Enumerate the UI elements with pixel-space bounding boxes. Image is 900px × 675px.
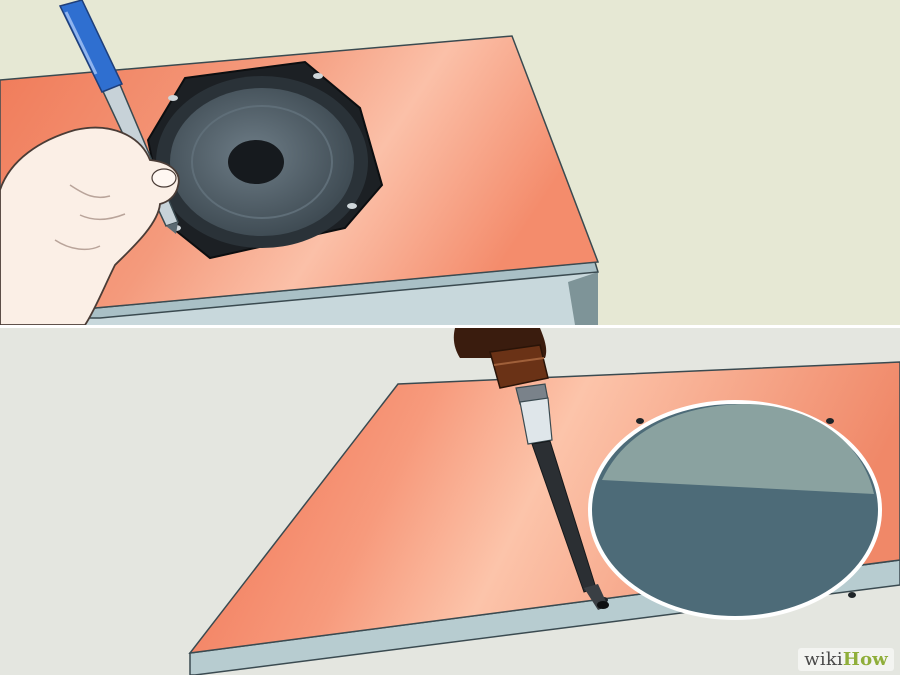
drill-hole xyxy=(597,601,609,609)
cutout-mark-2 xyxy=(826,418,834,424)
speaker-dust-cap xyxy=(228,140,284,184)
panel-divider xyxy=(0,325,900,328)
cutout-mark-3 xyxy=(848,592,856,598)
speaker-mount-hole-3 xyxy=(347,203,357,209)
speaker-cutout xyxy=(590,402,880,618)
hand-thumb-nail xyxy=(152,169,176,187)
speaker-mount-hole-2 xyxy=(313,73,323,79)
top-panel xyxy=(0,0,900,325)
speaker-mount-hole-1 xyxy=(168,95,178,101)
bottom-panel xyxy=(0,328,900,675)
cutout-mark-1 xyxy=(636,418,644,424)
wikihow-watermark xyxy=(798,648,894,671)
watermark-text-a: wiki xyxy=(804,649,843,670)
watermark-text-b: How xyxy=(842,649,888,670)
